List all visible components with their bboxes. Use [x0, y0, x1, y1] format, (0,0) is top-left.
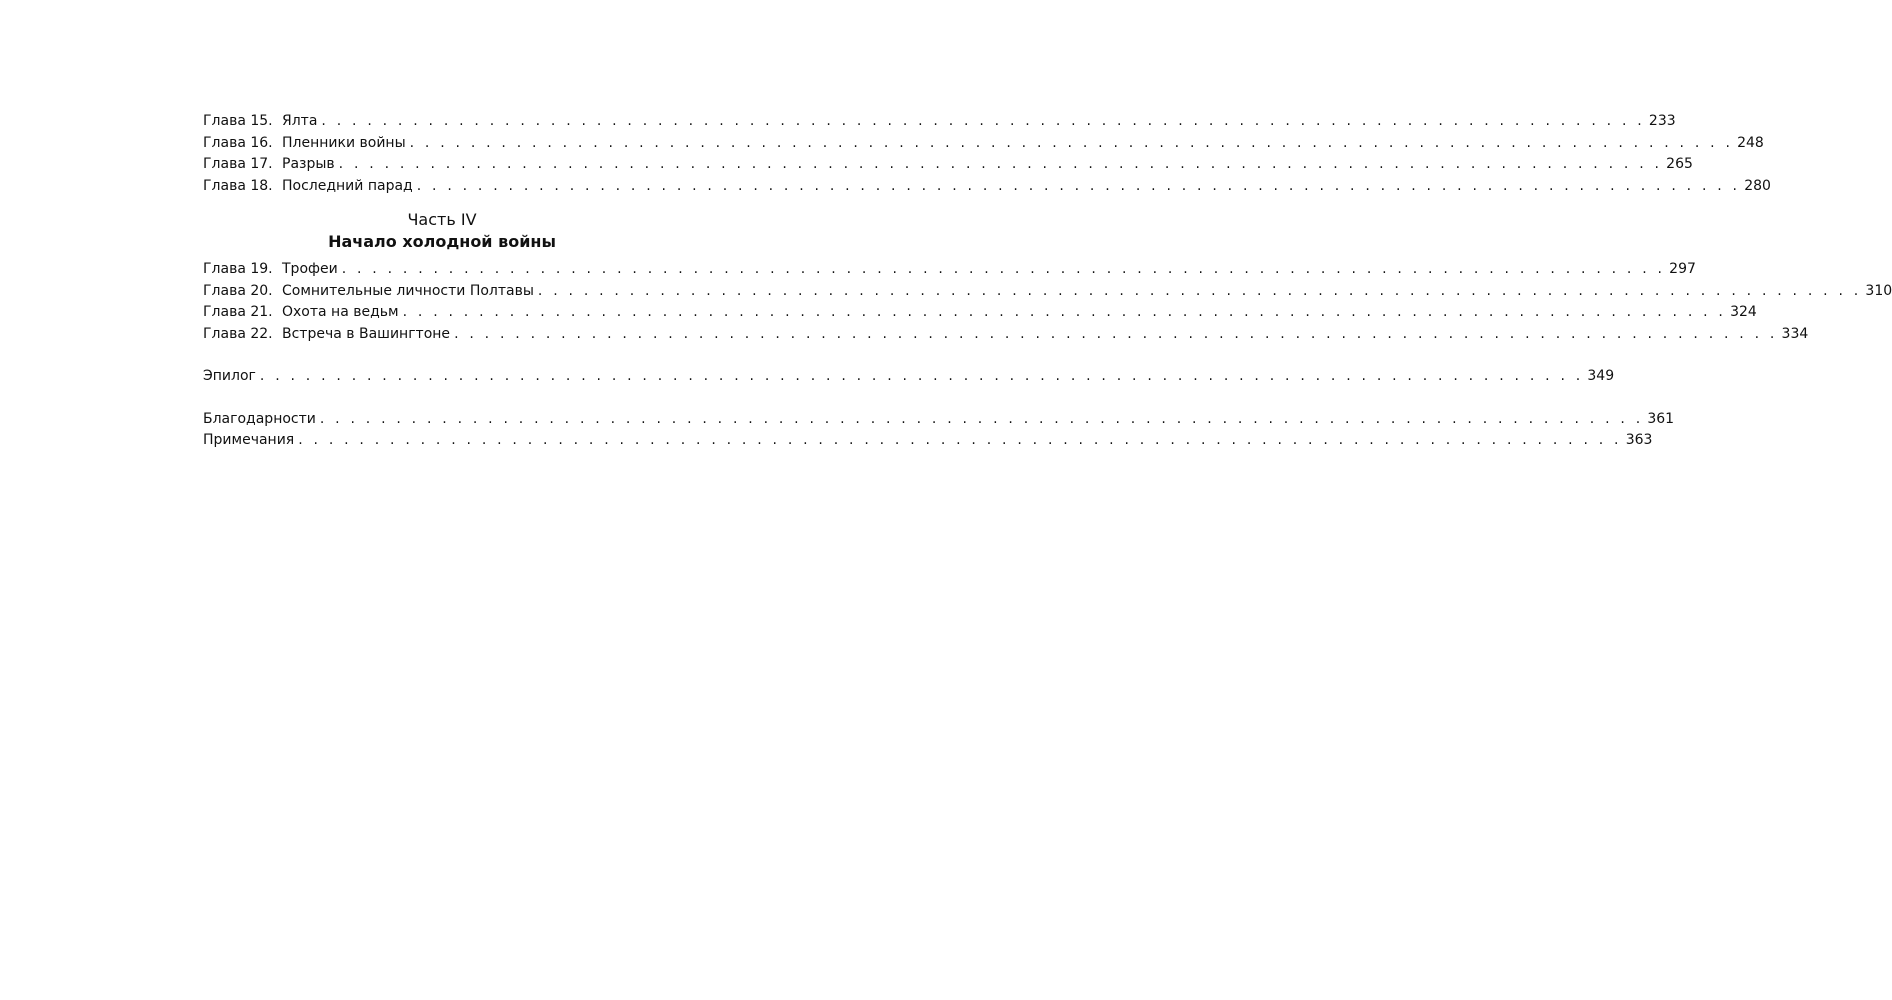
part-heading — [203, 209, 681, 253]
chapter-title: Ялта — [282, 113, 318, 129]
page-number: 265 — [1666, 156, 1693, 172]
dot-leader: . . . . . . . . . . . . . . . . . . . . . . . . . . . . . . . . . . . . . . . . . . . . . . . . . . . . . . . . . . . . . . . . . . . . . . . . . . . . . . . . . . . . . . . — [454, 325, 1778, 342]
section-title: Примечания — [203, 432, 295, 448]
page-number: 310 — [1865, 282, 1892, 299]
toc-entry-epilogue[interactable] — [203, 366, 1615, 388]
chapter-title: Последний парад — [282, 177, 413, 194]
dot-leader: . . . . . . . . . . . . . . . . . . . . . . . . . . . . . . . . . . . . . . . . . . . . . . . . . . . . . . . . . . . . . . . . . . . . . . . . . . . . . . . . . . . . . . . — [341, 261, 1666, 277]
dot-leader: . . . . . . . . . . . . . . . . . . . . . . . . . . . . . . . . . . . . . . . . . . . . . . . . . . . . . . . . . . . . . . . . . . . . . . . . . . . . . . . . . . . . . . . — [319, 410, 1644, 427]
spacer — [203, 345, 681, 366]
toc-entry-acknowledgements[interactable] — [203, 409, 1675, 431]
page-number: 233 — [1648, 113, 1676, 129]
dot-leader: . . . . . . . . . . . . . . . . . . . . . . . . . . . . . . . . . . . . . . . . . . . . . . . . . . . . . . . . . . . . . . . . . . . . . . . . . . . . . . . . . . . . . . . — [416, 177, 1741, 194]
page-number: 280 — [1744, 177, 1771, 194]
dot-leader: . . . . . . . . . . . . . . . . . . . . . . . . . . . . . . . . . . . . . . . . . . . . . . . . . . . . . . . . . . . . . . . . . . . . . . . . . . . . . . . . . . . . . . . — [402, 304, 1727, 320]
dot-leader: . . . . . . . . . . . . . . . . . . . . . . . . . . . . . . . . . . . . . . . . . . . . . . . . . . . . . . . . . . . . . . . . . . . . . . . . . . . . . . . . . . . . . . . — [338, 156, 1663, 172]
page-number: 363 — [1625, 432, 1653, 448]
chapter-title: Трофеи — [282, 261, 338, 277]
chapter-title: Встреча в Вашингтоне — [282, 325, 451, 342]
page-number: 297 — [1669, 261, 1696, 277]
chapter-title: Охота на ведьм — [282, 304, 399, 320]
chapter-number: Глава 20. — [203, 282, 273, 299]
chapter-title: Сомнительные личности Полтавы — [282, 282, 534, 299]
chapter-number: Глава 18. — [203, 177, 273, 194]
part-title: Начало холодной войны — [328, 232, 556, 251]
toc-entry-chapter-17[interactable] — [203, 154, 1693, 176]
spacer — [203, 388, 681, 409]
toc-entry-chapter-19[interactable] — [203, 259, 1696, 281]
page-number: 324 — [1730, 304, 1757, 320]
dot-leader: . . . . . . . . . . . . . . . . . . . . . . . . . . . . . . . . . . . . . . . . . . . . . . . . . . . . . . . . . . . . . . . . . . . . . . . . . . . . . . . . . . . . . . . — [298, 432, 1622, 448]
table-of-contents — [203, 111, 1892, 452]
dot-leader: . . . . . . . . . . . . . . . . . . . . . . . . . . . . . . . . . . . . . . . . . . . . . . . . . . . . . . . . . . . . . . . . . . . . . . . . . . . . . . . . . . . . . . . — [409, 134, 1734, 151]
toc-entry-chapter-15[interactable] — [203, 111, 1676, 133]
toc-entry-chapter-20[interactable] — [203, 281, 1892, 303]
toc-entry-notes[interactable] — [203, 430, 1653, 452]
toc-entry-chapter-22[interactable] — [203, 324, 1809, 346]
chapter-title: Разрыв — [282, 156, 335, 172]
chapter-number: Глава 17. — [203, 156, 273, 172]
dot-leader: . . . . . . . . . . . . . . . . . . . . . . . . . . . . . . . . . . . . . . . . . . . . . . . . . . . . . . . . . . . . . . . . . . . . . . . . . . . . . . . . . . . . . . . — [259, 368, 1584, 384]
section-title: Благодарности — [203, 410, 316, 427]
page-number: 334 — [1781, 325, 1809, 342]
chapter-title: Пленники войны — [282, 134, 406, 151]
page-number: 361 — [1647, 410, 1675, 427]
page-number: 248 — [1737, 134, 1764, 151]
page-number: 349 — [1587, 368, 1615, 384]
part-label: Часть IV — [407, 210, 477, 229]
toc-entry-chapter-16[interactable] — [203, 133, 1764, 155]
chapter-number: Глава 21. — [203, 304, 273, 320]
chapter-number: Глава 16. — [203, 134, 273, 151]
toc-entry-chapter-21[interactable] — [203, 302, 1757, 324]
chapter-number: Глава 19. — [203, 261, 273, 277]
chapter-number: Глава 22. — [203, 325, 273, 342]
dot-leader: . . . . . . . . . . . . . . . . . . . . . . . . . . . . . . . . . . . . . . . . . . . . . . . . . . . . . . . . . . . . . . . . . . . . . . . . . . . . . . . . . . . . . . . — [537, 282, 1862, 299]
dot-leader: . . . . . . . . . . . . . . . . . . . . . . . . . . . . . . . . . . . . . . . . . . . . . . . . . . . . . . . . . . . . . . . . . . . . . . . . . . . . . . . . . . . . . . . — [321, 113, 1645, 129]
chapter-number: Глава 15. — [203, 113, 273, 129]
toc-entry-chapter-18[interactable] — [203, 176, 1771, 198]
section-title: Эпилог — [203, 368, 256, 384]
